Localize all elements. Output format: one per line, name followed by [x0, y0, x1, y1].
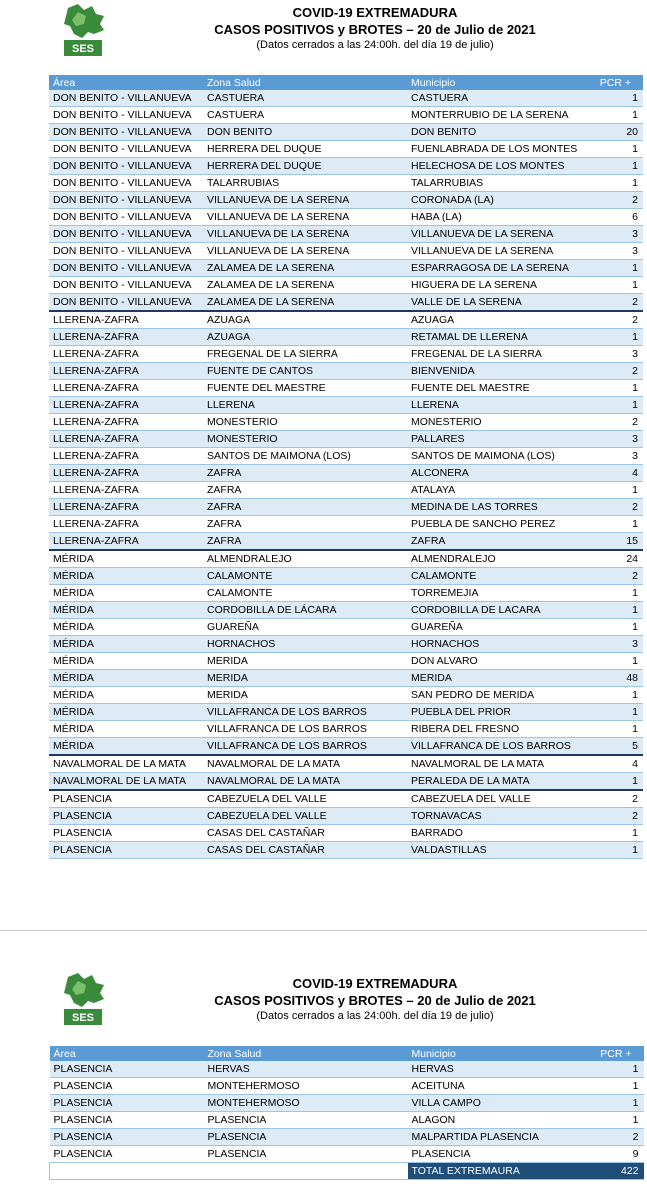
cell-municipio: PALLARES [407, 431, 597, 448]
cell-municipio: RETAMAL DE LLERENA [407, 329, 597, 346]
cell-pcr: 3 [597, 226, 643, 243]
cell-pcr: 1 [597, 773, 643, 791]
cell-zona: PLASENCIA [204, 1146, 408, 1163]
cell-pcr: 3 [597, 346, 643, 363]
cell-zona: FREGENAL DE LA SIERRA [203, 346, 407, 363]
table-row [49, 363, 643, 380]
cell-area: MÉRIDA [49, 738, 203, 756]
cell-pcr: 1 [597, 380, 643, 397]
table-row [49, 704, 643, 721]
cell-area: DON BENITO - VILLANUEVA [49, 226, 203, 243]
cell-area: MÉRIDA [49, 704, 203, 721]
table-row [49, 107, 643, 124]
cell-area: LLERENA-ZAFRA [49, 465, 203, 482]
table-row [49, 585, 643, 602]
cell-pcr: 1 [597, 90, 643, 107]
cell-zona: VILLAFRANCA DE LOS BARROS [203, 721, 407, 738]
cases-table-page-2 [49, 1046, 644, 1180]
cell-area: LLERENA-ZAFRA [49, 363, 203, 380]
cell-pcr: 1 [597, 653, 643, 670]
table-row [49, 790, 643, 808]
table-row [49, 482, 643, 499]
cell-area: PLASENCIA [49, 842, 203, 859]
table-row [49, 158, 643, 175]
table-row [50, 1078, 644, 1095]
cell-municipio: ESPARRAGOSA DE LA SERENA [407, 260, 597, 277]
table-row [49, 550, 643, 568]
table-row [49, 209, 643, 226]
cell-municipio: CASTUERA [407, 90, 597, 107]
cell-municipio: VALDASTILLAS [407, 842, 597, 859]
cell-municipio: ALAGON [408, 1112, 598, 1129]
cell-area: MÉRIDA [49, 687, 203, 704]
cell-zona: ZAFRA [203, 533, 407, 551]
cell-municipio: CALAMONTE [407, 568, 597, 585]
cell-zona: MONESTERIO [203, 414, 407, 431]
cell-municipio: ATALAYA [407, 482, 597, 499]
cell-municipio: DON BENITO [407, 124, 597, 141]
cell-zona: SANTOS DE MAIMONA (LOS) [203, 448, 407, 465]
cell-area: LLERENA-ZAFRA [49, 431, 203, 448]
cell-zona: DON BENITO [203, 124, 407, 141]
cell-municipio: CORONADA (LA) [407, 192, 597, 209]
cell-area: MÉRIDA [49, 550, 203, 568]
cell-municipio: BARRADO [407, 825, 597, 842]
cell-pcr: 1 [598, 1112, 644, 1129]
page-separator [0, 905, 647, 930]
cell-municipio: HORNACHOS [407, 636, 597, 653]
cell-zona: ZAFRA [203, 516, 407, 533]
document-subtitle: CASOS POSITIVOS y BROTES – 20 de Julio de 2021 [214, 22, 536, 37]
cell-area: PLASENCIA [50, 1146, 204, 1163]
table-header-row [49, 75, 643, 90]
cell-zona: GUAREÑA [203, 619, 407, 636]
cell-pcr: 1 [597, 585, 643, 602]
cell-area: DON BENITO - VILLANUEVA [49, 294, 203, 312]
table-row [49, 755, 643, 773]
table-row [49, 448, 643, 465]
table-row [49, 329, 643, 346]
cell-pcr: 1 [597, 825, 643, 842]
total-row-spacer [50, 1163, 408, 1180]
cell-municipio: PLASENCIA [408, 1146, 598, 1163]
table-row [49, 226, 643, 243]
table-row [49, 653, 643, 670]
cell-municipio: GUAREÑA [407, 619, 597, 636]
table-row [49, 670, 643, 687]
cell-municipio: SAN PEDRO DE MERIDA [407, 687, 597, 704]
table-row [49, 141, 643, 158]
cell-pcr: 3 [597, 636, 643, 653]
document-title: COVID-19 EXTREMADURA [292, 5, 458, 20]
cell-area: LLERENA-ZAFRA [49, 397, 203, 414]
cell-municipio: FUENTE DEL MAESTRE [407, 380, 597, 397]
cell-pcr: 1 [597, 260, 643, 277]
cell-pcr: 1 [597, 704, 643, 721]
cell-pcr: 1 [598, 1078, 644, 1095]
cell-area: LLERENA-ZAFRA [49, 311, 203, 329]
cell-area: LLERENA-ZAFRA [49, 329, 203, 346]
cell-pcr: 1 [598, 1095, 644, 1112]
cell-zona: HORNACHOS [203, 636, 407, 653]
cell-area: NAVALMORAL DE LA MATA [49, 755, 203, 773]
total-value: 422 [598, 1163, 644, 1180]
cell-pcr: 2 [597, 808, 643, 825]
cell-municipio: CABEZUELA DEL VALLE [407, 790, 597, 808]
cell-area: PLASENCIA [50, 1095, 204, 1112]
table-row [49, 124, 643, 141]
cell-municipio: TORNAVACAS [407, 808, 597, 825]
cell-municipio: HELECHOSA DE LOS MONTES [407, 158, 597, 175]
cell-municipio: ZAFRA [407, 533, 597, 551]
document-subtitle: CASOS POSITIVOS y BROTES – 20 de Julio de 2021 [214, 993, 536, 1008]
cell-municipio: PERALEDA DE LA MATA [407, 773, 597, 791]
cell-pcr: 1 [598, 1061, 644, 1078]
cell-area: MÉRIDA [49, 585, 203, 602]
cell-pcr: 2 [598, 1129, 644, 1146]
cell-pcr: 1 [597, 842, 643, 859]
cell-area: DON BENITO - VILLANUEVA [49, 192, 203, 209]
cell-pcr: 4 [597, 465, 643, 482]
cell-zona: PLASENCIA [204, 1112, 408, 1129]
cell-zona: ZAFRA [203, 465, 407, 482]
cell-area: MÉRIDA [49, 602, 203, 619]
document-note: (Datos cerrados a las 24:00h. del día 19 de julio) [256, 39, 494, 51]
table-row [49, 175, 643, 192]
table-row [49, 431, 643, 448]
cell-area: NAVALMORAL DE LA MATA [49, 773, 203, 791]
column-header-area: Área [49, 75, 203, 90]
cell-pcr: 2 [597, 568, 643, 585]
cell-municipio: DON ALVARO [407, 653, 597, 670]
cell-pcr: 6 [597, 209, 643, 226]
cell-pcr: 3 [597, 431, 643, 448]
table-row [49, 619, 643, 636]
cell-zona: CORDOBILLA DE LÁCARA [203, 602, 407, 619]
column-header-pcr: PCR + [598, 1046, 644, 1061]
table-row [49, 414, 643, 431]
cell-pcr: 3 [597, 243, 643, 260]
cell-pcr: 48 [597, 670, 643, 687]
table-row [49, 260, 643, 277]
table-header-row [50, 1046, 644, 1061]
cell-area: PLASENCIA [50, 1061, 204, 1078]
cell-municipio: LLERENA [407, 397, 597, 414]
cell-area: MÉRIDA [49, 670, 203, 687]
cell-municipio: ALMENDRALEJO [407, 550, 597, 568]
cell-area: PLASENCIA [49, 808, 203, 825]
cell-zona: MONTEHERMOSO [204, 1095, 408, 1112]
table-row [49, 516, 643, 533]
cell-pcr: 5 [597, 738, 643, 756]
cell-zona: NAVALMORAL DE LA MATA [203, 773, 407, 791]
cell-pcr: 2 [597, 294, 643, 312]
table-row [49, 380, 643, 397]
table-row [49, 738, 643, 756]
cell-pcr: 1 [597, 329, 643, 346]
cell-zona: CASAS DEL CASTAÑAR [203, 842, 407, 859]
cell-zona: CASTUERA [203, 90, 407, 107]
cell-municipio: CORDOBILLA DE LACARA [407, 602, 597, 619]
cell-area: LLERENA-ZAFRA [49, 533, 203, 551]
cell-area: MÉRIDA [49, 721, 203, 738]
cell-zona: FUENTE DE CANTOS [203, 363, 407, 380]
cell-area: MÉRIDA [49, 619, 203, 636]
cell-area: MÉRIDA [49, 568, 203, 585]
cell-zona: ALMENDRALEJO [203, 550, 407, 568]
cell-zona: CASTUERA [203, 107, 407, 124]
cell-area: DON BENITO - VILLANUEVA [49, 175, 203, 192]
cell-zona: VILLAFRANCA DE LOS BARROS [203, 738, 407, 756]
cell-zona: MONESTERIO [203, 431, 407, 448]
cell-pcr: 2 [597, 790, 643, 808]
total-label: TOTAL EXTREMAURA [408, 1163, 598, 1180]
cell-zona: ZALAMEA DE LA SERENA [203, 277, 407, 294]
table-row [50, 1146, 644, 1163]
ses-logo-icon [58, 971, 108, 1029]
cell-area: LLERENA-ZAFRA [49, 346, 203, 363]
cell-municipio: MERIDA [407, 670, 597, 687]
cell-municipio: MEDINA DE LAS TORRES [407, 499, 597, 516]
cell-area: LLERENA-ZAFRA [49, 380, 203, 397]
column-header-municipio: Municipio [408, 1046, 598, 1061]
table-row [49, 842, 643, 859]
cell-zona: HERRERA DEL DUQUE [203, 141, 407, 158]
cell-area: LLERENA-ZAFRA [49, 516, 203, 533]
table-row [50, 1112, 644, 1129]
cell-municipio: ALCONERA [407, 465, 597, 482]
cell-pcr: 1 [597, 158, 643, 175]
cell-pcr: 2 [597, 499, 643, 516]
column-header-pcr: PCR + [597, 75, 643, 90]
cell-pcr: 1 [597, 141, 643, 158]
table-row [50, 1061, 644, 1078]
cell-zona: MONTEHERMOSO [204, 1078, 408, 1095]
cell-zona: AZUAGA [203, 311, 407, 329]
cell-municipio: VILLA CAMPO [408, 1095, 598, 1112]
cell-pcr: 1 [597, 175, 643, 192]
cell-area: DON BENITO - VILLANUEVA [49, 124, 203, 141]
cell-pcr: 1 [597, 602, 643, 619]
cell-area: DON BENITO - VILLANUEVA [49, 260, 203, 277]
cell-municipio: TALARRUBIAS [407, 175, 597, 192]
table-row [49, 687, 643, 704]
cell-municipio: VILLANUEVA DE LA SERENA [407, 226, 597, 243]
cell-municipio: MONESTERIO [407, 414, 597, 431]
cell-zona: CABEZUELA DEL VALLE [203, 790, 407, 808]
cell-pcr: 1 [597, 687, 643, 704]
logo-text: SES [71, 43, 95, 55]
logo-text: SES [71, 1012, 95, 1024]
table-row [49, 773, 643, 791]
cell-area: PLASENCIA [49, 790, 203, 808]
cell-pcr: 1 [597, 516, 643, 533]
cell-zona: CABEZUELA DEL VALLE [203, 808, 407, 825]
cell-zona: AZUAGA [203, 329, 407, 346]
document-header [160, 4, 590, 53]
column-header-area: Área [50, 1046, 204, 1061]
table-row [49, 397, 643, 414]
cell-municipio: VILLAFRANCA DE LOS BARROS [407, 738, 597, 756]
cell-municipio: ACEITUNA [408, 1078, 598, 1095]
table-row [49, 294, 643, 312]
document-note: (Datos cerrados a las 24:00h. del día 19 de julio) [256, 1010, 494, 1022]
cell-pcr: 9 [598, 1146, 644, 1163]
table-row [49, 192, 643, 209]
cell-area: DON BENITO - VILLANUEVA [49, 243, 203, 260]
cell-zona: MERIDA [203, 653, 407, 670]
table-row [49, 568, 643, 585]
table-row [49, 499, 643, 516]
cell-municipio: HABA (LA) [407, 209, 597, 226]
cell-pcr: 2 [597, 192, 643, 209]
cell-pcr: 1 [597, 107, 643, 124]
cell-zona: ZALAMEA DE LA SERENA [203, 294, 407, 312]
cell-zona: CASAS DEL CASTAÑAR [203, 825, 407, 842]
cell-zona: LLERENA [203, 397, 407, 414]
cell-zona: CALAMONTE [203, 585, 407, 602]
table-row [49, 90, 643, 107]
table-row [49, 825, 643, 842]
cases-table-page-1 [49, 75, 643, 859]
table-row [49, 602, 643, 619]
cell-pcr: 2 [597, 363, 643, 380]
cell-area: MÉRIDA [49, 636, 203, 653]
cell-zona: HERVAS [204, 1061, 408, 1078]
cell-area: DON BENITO - VILLANUEVA [49, 107, 203, 124]
cell-municipio: FUENLABRADA DE LOS MONTES [407, 141, 597, 158]
table-body-page-2 [50, 1061, 644, 1163]
cell-pcr: 1 [597, 397, 643, 414]
table-row [49, 277, 643, 294]
cell-pcr: 4 [597, 755, 643, 773]
cell-pcr: 1 [597, 277, 643, 294]
cell-area: LLERENA-ZAFRA [49, 448, 203, 465]
cell-zona: MERIDA [203, 670, 407, 687]
cell-municipio: PUEBLA DEL PRIOR [407, 704, 597, 721]
cell-zona: CALAMONTE [203, 568, 407, 585]
cell-pcr: 2 [597, 414, 643, 431]
cell-pcr: 15 [597, 533, 643, 551]
total-row [50, 1163, 644, 1180]
document-title: COVID-19 EXTREMADURA [292, 976, 458, 991]
cell-zona: FUENTE DEL MAESTRE [203, 380, 407, 397]
cell-area: LLERENA-ZAFRA [49, 414, 203, 431]
cell-municipio: FREGENAL DE LA SIERRA [407, 346, 597, 363]
table-row [49, 346, 643, 363]
cell-municipio: VILLANUEVA DE LA SERENA [407, 243, 597, 260]
table-body-page-1 [49, 90, 643, 859]
cell-zona: VILLANUEVA DE LA SERENA [203, 243, 407, 260]
column-header-municipio: Municipio [407, 75, 597, 90]
table-row [49, 243, 643, 260]
cell-pcr: 1 [597, 482, 643, 499]
cell-area: PLASENCIA [50, 1112, 204, 1129]
cell-pcr: 24 [597, 550, 643, 568]
cell-zona: VILLANUEVA DE LA SERENA [203, 192, 407, 209]
cell-zona: ZAFRA [203, 482, 407, 499]
cell-zona: VILLANUEVA DE LA SERENA [203, 209, 407, 226]
table-row [50, 1129, 644, 1146]
cell-municipio: MALPARTIDA PLASENCIA [408, 1129, 598, 1146]
cell-zona: TALARRUBIAS [203, 175, 407, 192]
cell-zona: VILLAFRANCA DE LOS BARROS [203, 704, 407, 721]
cell-pcr: 3 [597, 448, 643, 465]
cell-pcr: 2 [597, 311, 643, 329]
cell-municipio: HERVAS [408, 1061, 598, 1078]
cell-area: DON BENITO - VILLANUEVA [49, 277, 203, 294]
cell-municipio: AZUAGA [407, 311, 597, 329]
document-page-2 [0, 930, 647, 1201]
cell-area: PLASENCIA [50, 1078, 204, 1095]
cell-area: DON BENITO - VILLANUEVA [49, 158, 203, 175]
cell-zona: VILLANUEVA DE LA SERENA [203, 226, 407, 243]
cell-zona: ZALAMEA DE LA SERENA [203, 260, 407, 277]
table-row [50, 1095, 644, 1112]
column-header-zona: Zona Salud [204, 1046, 408, 1061]
cell-zona: PLASENCIA [204, 1129, 408, 1146]
cell-zona: MERIDA [203, 687, 407, 704]
column-header-zona: Zona Salud [203, 75, 407, 90]
cell-pcr: 20 [597, 124, 643, 141]
cell-municipio: BIENVENIDA [407, 363, 597, 380]
cell-municipio: RIBERA DEL FRESNO [407, 721, 597, 738]
table-row [49, 533, 643, 551]
table-row [49, 465, 643, 482]
table-row [49, 636, 643, 653]
table-row [49, 311, 643, 329]
cell-area: MÉRIDA [49, 653, 203, 670]
cell-municipio: HIGUERA DE LA SERENA [407, 277, 597, 294]
cell-area: DON BENITO - VILLANUEVA [49, 90, 203, 107]
cell-municipio: TORREMEJIA [407, 585, 597, 602]
cell-zona: ZAFRA [203, 499, 407, 516]
cell-municipio: VALLE DE LA SERENA [407, 294, 597, 312]
cell-zona: NAVALMORAL DE LA MATA [203, 755, 407, 773]
cell-municipio: NAVALMORAL DE LA MATA [407, 755, 597, 773]
cell-pcr: 1 [597, 721, 643, 738]
cell-area: PLASENCIA [49, 825, 203, 842]
cell-area: DON BENITO - VILLANUEVA [49, 141, 203, 158]
cell-municipio: MONTERRUBIO DE LA SERENA [407, 107, 597, 124]
cell-municipio: SANTOS DE MAIMONA (LOS) [407, 448, 597, 465]
cell-pcr: 1 [597, 619, 643, 636]
cell-municipio: PUEBLA DE SANCHO PEREZ [407, 516, 597, 533]
cell-zona: HERRERA DEL DUQUE [203, 158, 407, 175]
table-row [49, 808, 643, 825]
cell-area: DON BENITO - VILLANUEVA [49, 209, 203, 226]
table-row [49, 721, 643, 738]
ses-logo-icon [58, 2, 108, 60]
cell-area: PLASENCIA [50, 1129, 204, 1146]
document-header [160, 975, 590, 1024]
cell-area: LLERENA-ZAFRA [49, 482, 203, 499]
cell-area: LLERENA-ZAFRA [49, 499, 203, 516]
